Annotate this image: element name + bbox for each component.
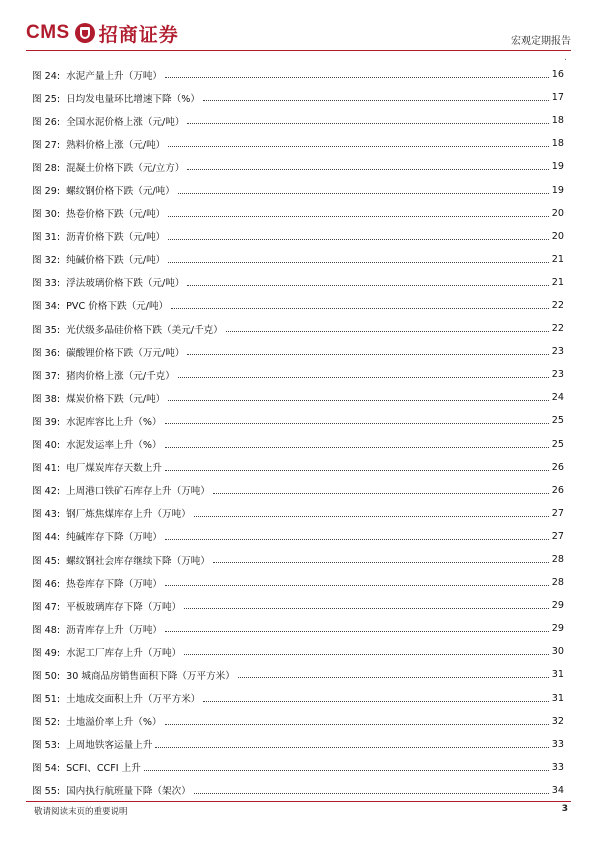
- toc-entry[interactable]: [32, 132, 564, 155]
- dot-leader: [213, 493, 549, 494]
- figure-title: 煤炭价格下跌（元/吨）: [66, 393, 166, 405]
- figure-number: 图 47:: [32, 601, 61, 613]
- figure-number: 图 34:: [32, 301, 61, 313]
- toc-entry[interactable]: [32, 363, 564, 386]
- figure-number: 图 49:: [32, 647, 61, 659]
- dot-leader: [168, 400, 549, 401]
- toc-entry-label: [32, 183, 175, 197]
- figure-number: 图 37:: [32, 370, 61, 382]
- toc-page-number: 27: [551, 507, 564, 519]
- dot-leader: [238, 677, 549, 678]
- footer-divider: [26, 801, 571, 802]
- figure-title: 浮法玻璃价格下跌（元/吨）: [66, 278, 185, 290]
- toc-entry-label: [32, 668, 235, 682]
- toc-entry-label: [32, 783, 191, 797]
- toc-entry[interactable]: [32, 409, 564, 432]
- figure-number: 图 33:: [32, 278, 61, 290]
- figure-title: 钢厂炼焦煤库存上升（万吨）: [66, 509, 191, 521]
- figure-number: 图 41:: [32, 463, 61, 475]
- logo-chinese-text: 招商证券: [98, 23, 179, 46]
- figure-number: 图 40:: [32, 440, 61, 452]
- toc-page-number: 26: [551, 484, 564, 496]
- figure-number: 图 54:: [32, 763, 61, 775]
- figure-number: 图 43:: [32, 509, 61, 521]
- toc-entry[interactable]: [32, 756, 564, 779]
- figure-title: 日均发电量环比增速下降（%）: [66, 93, 200, 105]
- toc-entry[interactable]: [32, 663, 564, 686]
- toc-entry-label: [32, 529, 162, 543]
- company-logo: [26, 18, 179, 48]
- toc-entry-label: [32, 714, 162, 728]
- toc-entry[interactable]: [32, 155, 564, 178]
- dot-leader: [187, 123, 548, 124]
- toc-entry[interactable]: [32, 502, 564, 525]
- figure-title: 水泥工厂库存上升（万吨）: [66, 647, 182, 659]
- dot-leader: [165, 631, 549, 632]
- header-marker: .: [564, 53, 567, 63]
- figure-number: 图 35:: [32, 324, 61, 336]
- toc-entry[interactable]: [32, 294, 564, 317]
- figure-number: 图 55:: [32, 786, 61, 798]
- toc-page-number: 27: [551, 530, 564, 542]
- toc-entry-label: [32, 391, 165, 405]
- dot-leader: [168, 146, 549, 147]
- toc-page-number: 20: [551, 207, 564, 219]
- toc-page-number: 31: [551, 669, 564, 681]
- dot-leader: [165, 585, 549, 586]
- toc-entry[interactable]: [32, 617, 564, 640]
- figure-title: 土地成交面积上升（万平方米）: [66, 694, 201, 706]
- figure-number: 图 52:: [32, 717, 61, 729]
- figure-index-list: [32, 63, 564, 802]
- figure-number: 图 26:: [32, 116, 61, 128]
- figure-number: 图 51:: [32, 694, 61, 706]
- toc-entry[interactable]: [32, 248, 564, 271]
- figure-title: 光伏级多晶硅价格下跌（美元/千克）: [66, 324, 223, 336]
- toc-entry[interactable]: [32, 640, 564, 663]
- toc-page-number: 33: [551, 738, 564, 750]
- toc-entry[interactable]: [32, 733, 564, 756]
- toc-entry[interactable]: [32, 340, 564, 363]
- toc-page-number: 20: [551, 230, 564, 242]
- toc-entry[interactable]: [32, 202, 564, 225]
- toc-page-number: 25: [551, 415, 564, 427]
- toc-page-number: 29: [551, 600, 564, 612]
- toc-page-number: 31: [551, 692, 564, 704]
- figure-title: 碳酸锂价格下跌（万元/吨）: [66, 347, 185, 359]
- logo-emblem-icon: [75, 23, 95, 43]
- figure-title: 熟料价格上涨（元/吨）: [66, 139, 166, 151]
- figure-title: 水泥库容比上升（%）: [66, 416, 162, 428]
- dot-leader: [184, 654, 549, 655]
- toc-entry-label: [32, 345, 184, 359]
- toc-entry-label: [32, 137, 165, 151]
- toc-page-number: 18: [551, 138, 564, 150]
- header-divider: [26, 50, 571, 51]
- toc-entry-label: [32, 160, 184, 174]
- figure-title: 纯碱库存下降（万吨）: [66, 532, 163, 544]
- dot-leader: [165, 423, 549, 424]
- figure-number: 图 45:: [32, 555, 61, 567]
- toc-page-number: 21: [551, 276, 564, 288]
- figure-number: 图 32:: [32, 255, 61, 267]
- figure-title: 国内执行航班量下降（架次）: [66, 786, 191, 798]
- dot-leader: [187, 354, 548, 355]
- figure-title: 电厂煤炭库存天数上升: [66, 463, 163, 475]
- toc-entry[interactable]: [32, 109, 564, 132]
- figure-title: 纯碱价格下跌（元/吨）: [66, 255, 166, 267]
- figure-number: 图 29:: [32, 186, 61, 198]
- dot-leader: [187, 169, 548, 170]
- dot-leader: [171, 308, 549, 309]
- figure-title: 全国水泥价格上涨（元/吨）: [66, 116, 185, 128]
- figure-number: 图 38:: [32, 393, 61, 405]
- toc-page-number: 17: [551, 92, 564, 104]
- toc-entry[interactable]: [32, 710, 564, 733]
- toc-page-number: 18: [551, 115, 564, 127]
- dot-leader: [194, 793, 549, 794]
- figure-title: 土地溢价率上升（%）: [66, 717, 162, 729]
- toc-entry-label: [32, 252, 165, 266]
- toc-entry-label: [32, 206, 165, 220]
- toc-page-number: 28: [551, 577, 564, 589]
- toc-entry-label: [32, 691, 200, 705]
- toc-page-number: 16: [551, 69, 564, 81]
- toc-entry-label: [32, 760, 141, 774]
- figure-number: 图 28:: [32, 162, 61, 174]
- figure-title: 水泥发运率上升（%）: [66, 440, 162, 452]
- toc-entry-label: [32, 553, 210, 567]
- figure-title: 螺纹钢社会库存继续下降（万吨）: [66, 555, 210, 567]
- figure-title: 猪肉价格上涨（元/千克）: [66, 370, 175, 382]
- toc-entry-label: [32, 275, 184, 289]
- toc-page-number: 26: [551, 461, 564, 473]
- figure-title: 上周港口铁矿石库存上升（万吨）: [66, 486, 210, 498]
- toc-entry[interactable]: [32, 525, 564, 548]
- figure-number: 图 27:: [32, 139, 61, 151]
- toc-entry[interactable]: [32, 317, 564, 340]
- toc-entry[interactable]: [32, 225, 564, 248]
- figure-title: 沥青价格下跌（元/吨）: [66, 232, 166, 244]
- dot-leader: [194, 516, 549, 517]
- toc-page-number: 23: [551, 346, 564, 358]
- dot-leader: [155, 747, 548, 748]
- toc-entry-label: [32, 460, 162, 474]
- toc-entry[interactable]: [32, 386, 564, 409]
- toc-entry-label: [32, 645, 181, 659]
- toc-page-number: 29: [551, 623, 564, 635]
- toc-entry[interactable]: [32, 271, 564, 294]
- toc-entry-label: [32, 414, 162, 428]
- toc-page-number: 24: [551, 392, 564, 404]
- toc-page-number: 30: [551, 646, 564, 658]
- figure-title: SCFI、CCFI 上升: [66, 763, 141, 775]
- dot-leader: [144, 770, 549, 771]
- dot-leader: [187, 285, 548, 286]
- toc-entry[interactable]: [32, 687, 564, 710]
- dot-leader: [168, 262, 549, 263]
- figure-title: 上周地铁客运量上升: [66, 740, 153, 752]
- figure-title: 螺纹钢价格下跌（元/吨）: [66, 186, 175, 198]
- dot-leader: [226, 331, 549, 332]
- figure-number: 图 48:: [32, 624, 61, 636]
- figure-title: 沥青库存上升（万吨）: [66, 624, 163, 636]
- toc-page-number: 32: [551, 715, 564, 727]
- toc-entry-label: [32, 91, 200, 105]
- dot-leader: [168, 216, 549, 217]
- toc-entry[interactable]: [32, 456, 564, 479]
- toc-entry[interactable]: [32, 63, 564, 86]
- toc-page-number: 33: [551, 761, 564, 773]
- toc-entry-label: [32, 68, 162, 82]
- figure-title: PVC 价格下跌（元/吨）: [66, 301, 169, 313]
- figure-title: 30 城商品房销售面积下降（万平方米）: [66, 670, 235, 682]
- toc-page-number: 28: [551, 554, 564, 566]
- figure-number: 图 53:: [32, 740, 61, 752]
- figure-number: 图 42:: [32, 486, 61, 498]
- dot-leader: [178, 193, 549, 194]
- figure-number: 图 30:: [32, 209, 61, 221]
- page-header: [26, 18, 571, 52]
- figure-number: 图 31:: [32, 232, 61, 244]
- dot-leader: [178, 377, 549, 378]
- toc-entry[interactable]: [32, 86, 564, 109]
- toc-entry-label: [32, 622, 162, 636]
- toc-page-number: 19: [551, 161, 564, 173]
- dot-leader: [165, 470, 549, 471]
- figure-number: 图 46:: [32, 578, 61, 590]
- dot-leader: [165, 447, 549, 448]
- toc-entry[interactable]: [32, 178, 564, 201]
- figure-title: 热卷价格下跌（元/吨）: [66, 209, 166, 221]
- toc-entry[interactable]: [32, 594, 564, 617]
- figure-number: 图 25:: [32, 93, 61, 105]
- disclaimer-note: 敬请阅读末页的重要说明: [34, 807, 128, 817]
- figure-number: 图 36:: [32, 347, 61, 359]
- toc-entry[interactable]: [32, 433, 564, 456]
- toc-entry-label: [32, 437, 162, 451]
- page-number: 3: [561, 804, 568, 814]
- figure-title: 水泥产量上升（万吨）: [66, 70, 163, 82]
- dot-leader: [168, 239, 549, 240]
- toc-entry-label: [32, 506, 191, 520]
- figure-title: 热卷库存下降（万吨）: [66, 578, 163, 590]
- toc-entry-label: [32, 599, 181, 613]
- figure-number: 图 50:: [32, 670, 61, 682]
- logo-cms-text: CMS: [26, 22, 70, 43]
- dot-leader: [203, 701, 548, 702]
- toc-page-number: 19: [551, 184, 564, 196]
- toc-page-number: 21: [551, 253, 564, 265]
- dot-leader: [184, 608, 549, 609]
- toc-entry[interactable]: [32, 479, 564, 502]
- toc-entry-label: [32, 483, 210, 497]
- dot-leader: [213, 562, 549, 563]
- dot-leader: [165, 724, 549, 725]
- toc-entry-label: [32, 737, 152, 751]
- toc-entry[interactable]: [32, 779, 564, 802]
- toc-entry-label: [32, 298, 168, 312]
- toc-entry[interactable]: [32, 548, 564, 571]
- report-type: 宏观定期报告: [511, 36, 571, 47]
- dot-leader: [165, 77, 549, 78]
- figure-number: 图 44:: [32, 532, 61, 544]
- toc-page-number: 22: [551, 323, 564, 335]
- toc-entry-label: [32, 576, 162, 590]
- figure-title: 混凝土价格下跌（元/立方）: [66, 162, 185, 174]
- figure-number: 图 24:: [32, 70, 61, 82]
- dot-leader: [203, 100, 549, 101]
- toc-entry-label: [32, 229, 165, 243]
- toc-entry[interactable]: [32, 571, 564, 594]
- toc-entry-label: [32, 322, 223, 336]
- toc-page-number: 34: [551, 784, 564, 796]
- toc-entry-label: [32, 114, 184, 128]
- toc-page-number: 25: [551, 438, 564, 450]
- dot-leader: [165, 539, 549, 540]
- toc-page-number: 23: [551, 369, 564, 381]
- toc-page-number: 22: [551, 299, 564, 311]
- figure-title: 平板玻璃库存下降（万吨）: [66, 601, 182, 613]
- toc-entry-label: [32, 368, 175, 382]
- figure-number: 图 39:: [32, 416, 61, 428]
